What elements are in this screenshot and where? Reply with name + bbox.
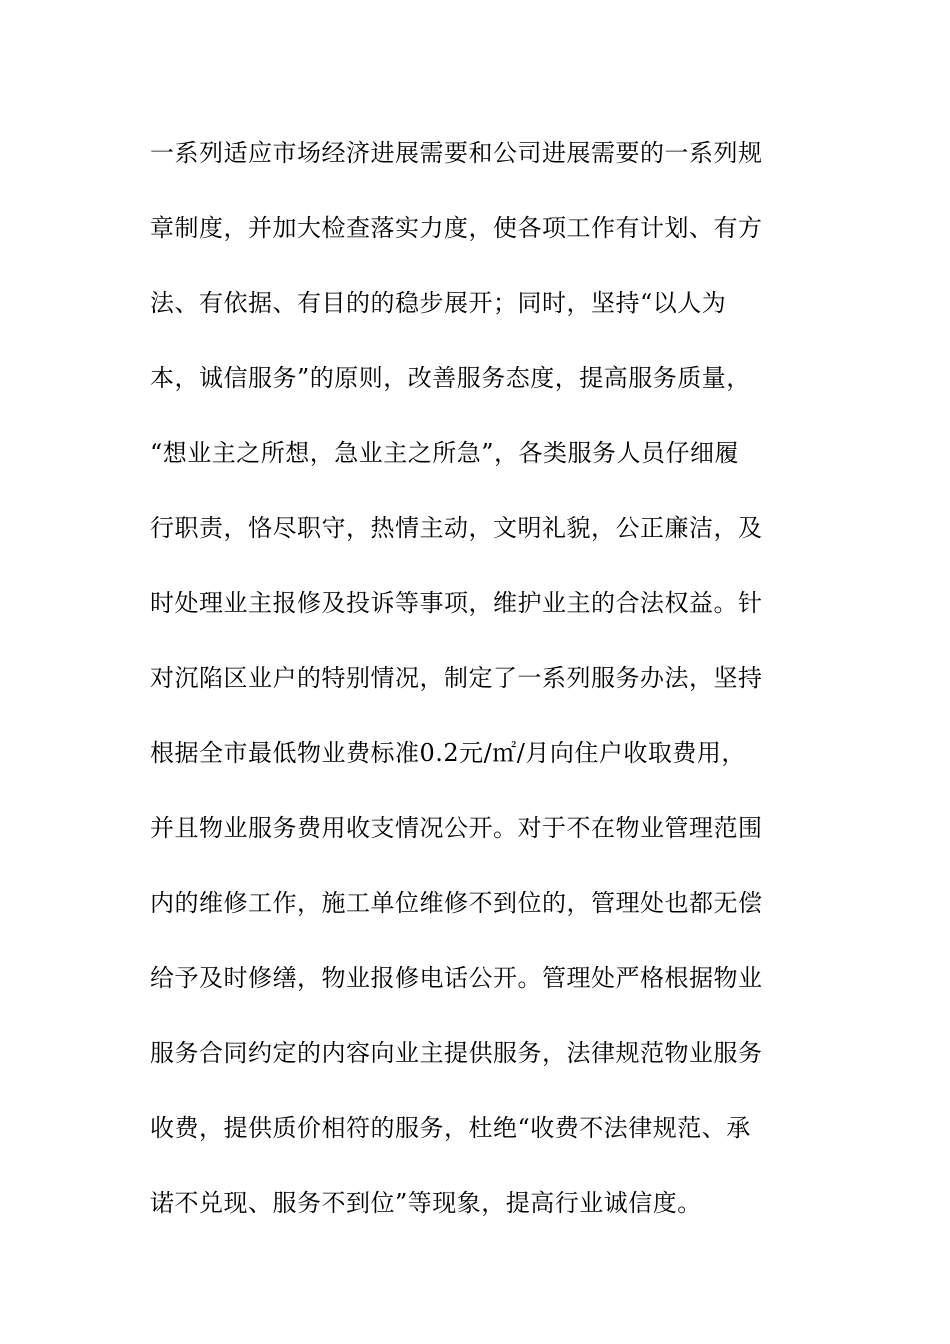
text-line: 收费，提供质价相符的服务，杜绝“收费不法律规范、承: [150, 1114, 751, 1142]
text-line: 根据全市最低物业费标准0.2元/㎡/月向住户收取费用，: [150, 739, 746, 767]
text-line: 时处理业主报修及投诉等事项，维护业主的合法权益。针: [150, 589, 763, 617]
text-line: 诺不兑现、服务不到位”等现象，提高行业诚信度。: [150, 1189, 702, 1217]
text-line: 章制度，并加大检查落实力度，使各项工作有计划、有方: [150, 214, 763, 242]
text-line: 一系列适应市场经济进展需要和公司进展需要的一系列规: [150, 139, 763, 167]
text-line: 对沉陷区业户的特别情况，制定了一系列服务办法，坚持: [150, 664, 763, 692]
text-line: 给予及时修缮，物业报修电话公开。管理处严格根据物业: [150, 964, 763, 992]
body-paragraph: [150, 124, 800, 1249]
text-line: 内的维修工作，施工单位维修不到位的，管理处也都无偿: [150, 889, 763, 917]
text-line: “想业主之所想，急业主之所急”，各类服务人员仔细履: [150, 439, 740, 467]
text-line: 并且物业服务费用收支情况公开。对于不在物业管理范围: [150, 814, 763, 842]
text-line: 本，诚信服务”的原则，改善服务态度，提高服务质量，: [150, 364, 751, 392]
text-line: 法、有依据、有目的的稳步展开；同时，坚持“以人为: [150, 289, 727, 317]
text-line: 行职责，恪尽职守，热情主动，文明礼貌，公正廉洁，及: [150, 514, 763, 542]
text-line: 服务合同约定的内容向业主提供服务，法律规范物业服务: [150, 1039, 763, 1067]
